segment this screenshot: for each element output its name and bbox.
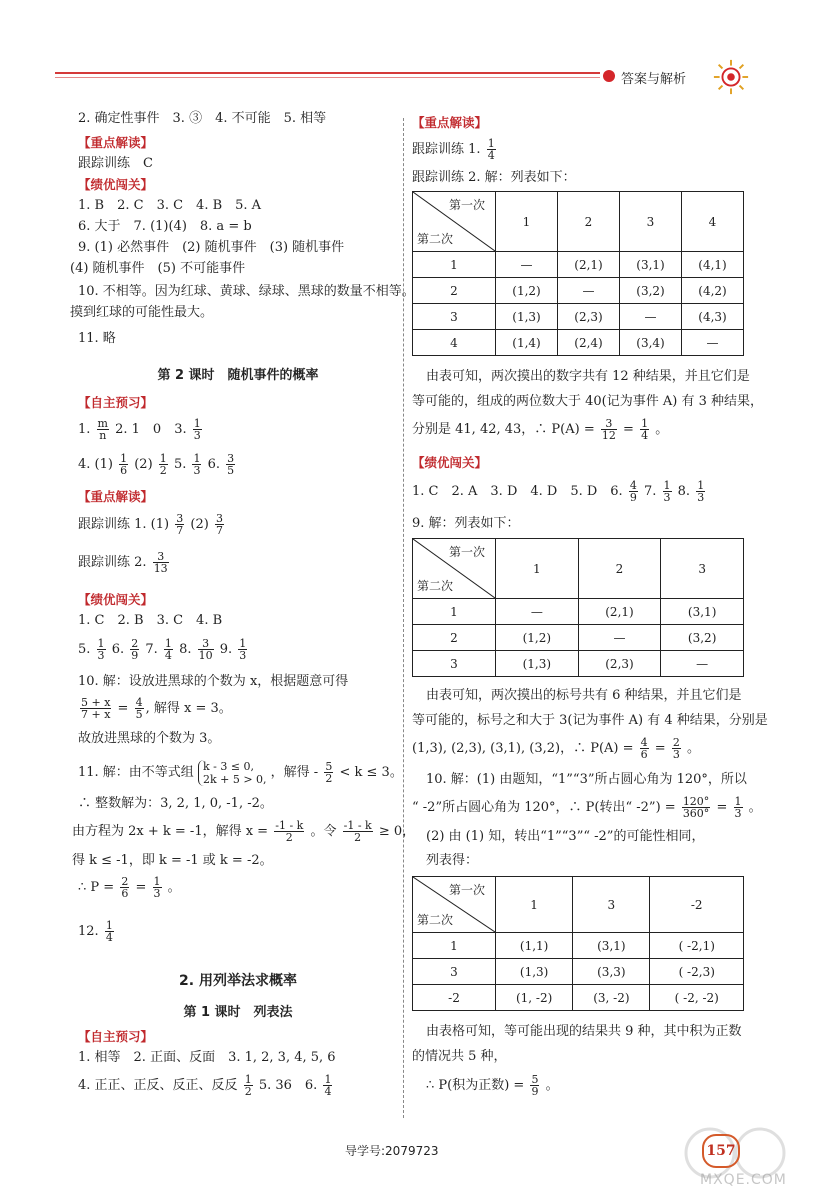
answer-line: 5. $\frac{1}{3}$ 6. $\frac{2}{9}$ 7. $\frac{1}{4}$ 8. $\frac{3}{10}$ 9. $\frac{1}{3}$ xyxy=(78,637,247,662)
fraction: $\frac{1}{6}$ xyxy=(120,452,128,477)
page-number: 157 xyxy=(702,1134,740,1168)
sun-logo-icon xyxy=(712,58,750,96)
table-row: 1 (1,1) (3,1) ( -2,1) xyxy=(413,933,744,959)
answer-line: 由表格可知，等可能出现的结果共 9 种，其中积为正数 xyxy=(426,1024,742,1039)
table-row: 4 (1,4) (2,4) (3,4) — xyxy=(413,330,744,356)
fraction: $\frac{5 + x}{7 + x}$ xyxy=(81,696,111,721)
column-header: 2 xyxy=(558,192,620,252)
fraction: $\frac{120^\circ}{360^\circ}$ xyxy=(682,795,710,820)
section-heading: 【绩优闯关】 xyxy=(78,177,154,192)
fraction: $\frac{5}{9}$ xyxy=(531,1073,539,1098)
column-header: 3 xyxy=(573,877,650,933)
fraction: $\frac{3}{5}$ xyxy=(227,452,235,477)
fraction: $\frac{1}{3}$ xyxy=(734,795,742,820)
watermark-text: MXQE.COM xyxy=(700,1172,787,1188)
table-row: 3 (1,3) (2,3) — xyxy=(413,651,744,677)
section-title: 2. 用列举法求概率 xyxy=(179,973,297,989)
answer-line: 的情况共 5 种， xyxy=(412,1049,507,1064)
lesson-title: 第 2 课时 随机事件的概率 xyxy=(157,368,319,383)
fraction: $\frac{1}{4}$ xyxy=(164,637,172,662)
answer-line: 1. C 2. B 3. C 4. B xyxy=(78,613,223,628)
section-heading: 【绩优闯关】 xyxy=(78,592,154,607)
fraction: $\frac{4}{5}$ xyxy=(135,696,143,721)
answer-line: 由表可知，两次摸出的标号共有 6 种结果，并且它们是 xyxy=(426,688,742,703)
fraction: $\frac{1}{4}$ xyxy=(641,417,649,442)
answer-line: 9. 解：列表如下： xyxy=(412,516,520,531)
answer-line: 4. 正正、正反、反正、反反 $\frac{1}{2}$ 5. 36 6. $\frac{1}{4}$ xyxy=(78,1073,332,1098)
section-heading: 【自主预习】 xyxy=(78,1029,154,1044)
header-line-thin xyxy=(55,77,600,78)
fraction: $\frac{4}{9}$ xyxy=(629,479,637,504)
fraction: $\frac{1}{4}$ xyxy=(324,1073,332,1098)
fraction: $\frac{3}{7}$ xyxy=(176,512,184,537)
fraction: $\frac{1}{2}$ xyxy=(159,452,167,477)
answer-line: 跟踪训练 2. $\frac{3}{13}$ xyxy=(78,550,168,575)
table-corner: 第一次 第二次 xyxy=(413,877,496,933)
column-header: -2 xyxy=(650,877,744,933)
section-heading: 【重点解读】 xyxy=(78,489,154,504)
answer-line: 跟踪训练 2. 解：列表如下： xyxy=(412,170,576,185)
fraction: $\frac{3}{13}$ xyxy=(153,550,168,575)
answer-line: 跟踪训练 C xyxy=(78,156,153,171)
column-header: 4 xyxy=(682,192,744,252)
answer-line: 等可能的，标号之和大于 3(记为事件 A) 有 4 种结果，分别是 xyxy=(412,713,768,728)
answer-line: 12. $\frac{1}{4}$ xyxy=(78,919,113,944)
answer-line: 等可能的，组成的两位数大于 40(记为事件 A) 有 3 种结果， xyxy=(412,394,764,409)
section-heading: 【自主预习】 xyxy=(78,395,154,410)
answer-line: 10. 解：设放进黑球的个数为 x，根据题意可得 xyxy=(78,674,349,689)
fraction: $\frac{m}{n}$ xyxy=(97,417,108,442)
answer-line: ∴ P = $\frac{2}{6}$ = $\frac{1}{3}$ 。 xyxy=(78,875,181,900)
fraction: $\frac{1}{4}$ xyxy=(105,919,113,944)
fraction: $\frac{1}{3}$ xyxy=(97,637,105,662)
section-heading: 【绩优闯关】 xyxy=(412,455,488,470)
answer-line: 4. (1) $\frac{1}{6}$ (2) $\frac{1}{2}$ 5. $\frac{1}{3}$ 6. $\frac{3}{5}$ xyxy=(78,452,235,477)
answer-line: 1. 相等 2. 正面、反面 3. 1, 2, 3, 4, 5, 6 xyxy=(78,1050,336,1065)
answer-line: ∴ P(积为正数) = $\frac{5}{9}$ 。 xyxy=(426,1073,559,1098)
table-row: 3 (1,3) (2,3) — (4,3) xyxy=(413,304,744,330)
table-row: 2 (1,2) — (3,2) xyxy=(413,625,744,651)
table-corner: 第一次 第二次 xyxy=(413,192,496,252)
table-row: 3 (1,3) (3,3) ( -2,3) xyxy=(413,959,744,985)
fraction: $\frac{1}{3}$ xyxy=(193,452,201,477)
fraction: $\frac{2}{9}$ xyxy=(131,637,139,662)
answer-line: 1. C 2. A 3. D 4. D 5. D 6. $\frac{4}{9}$ 7. $\frac{1}{3}$ 8. $\frac{1}{3}$ xyxy=(412,479,705,504)
column-header: 2 xyxy=(578,539,661,599)
fraction: $\frac{3}{12}$ xyxy=(601,417,616,442)
answer-line: “ -2”所占圆心角为 120°，∴ P(转出“ -2”) = $\frac{120^\circ}{360^\circ}$ = $\frac{1}{3}$ 。 xyxy=(412,795,762,820)
answer-line: (4) 随机事件 (5) 不可能事件 xyxy=(70,261,246,276)
answer-line: 1. $\frac{m}{n}$ 2. 1 0 3. $\frac{1}{3}$ xyxy=(78,417,201,442)
header-line xyxy=(55,72,600,74)
header-dot-icon xyxy=(603,70,615,82)
table-row: 1 — (2,1) (3,1) xyxy=(413,599,744,625)
answer-line: 由方程为 2x + k = -1，解得 x = $\frac{-1 - k}{2}$ 。令 $\frac{-1 - k}{2}$ ≥ 0， xyxy=(72,819,416,844)
section-heading: 【重点解读】 xyxy=(412,115,488,130)
fraction: $\frac{3}{7}$ xyxy=(215,512,223,537)
fraction: $\frac{4}{6}$ xyxy=(640,736,648,761)
fraction: $\frac{1}{3}$ xyxy=(697,479,705,504)
answer-line: 2. 确定性事件 3. ③ 4. 不可能 5. 相等 xyxy=(78,111,327,126)
lesson-title: 第 1 课时 列表法 xyxy=(183,1005,293,1020)
fraction: $\frac{2}{6}$ xyxy=(121,875,129,900)
answer-line: 6. 大于 7. (1)(4) 8. a = b xyxy=(78,219,252,234)
answer-line: (1,3), (2,3), (3,1), (3,2)，∴ P(A) = $\frac{4}{6}$ = $\frac{2}{3}$ 。 xyxy=(412,736,700,761)
column-header: 1 xyxy=(496,192,558,252)
fraction: $\frac{2}{3}$ xyxy=(672,736,680,761)
fraction: $\frac{3}{10}$ xyxy=(198,637,213,662)
answer-line: 11. 略 xyxy=(78,331,116,346)
fraction: $\frac{1}{3}$ xyxy=(663,479,671,504)
answer-line: 跟踪训练 1. (1) $\frac{3}{7}$ (2) $\frac{3}{7}$ xyxy=(78,512,223,537)
answer-line: 11. 解：由不等式组 k - 3 ≤ 0, 2k + 5 > 0, ，解得 - $\frac{5}{2}$ < k ≤ 3。 xyxy=(78,759,403,786)
table-row: 1 — (2,1) (3,1) (4,1) xyxy=(413,252,744,278)
answer-line: 分别是 41, 42, 43，∴ P(A) = $\frac{3}{12}$ = $\frac{1}{4}$ 。 xyxy=(412,417,669,442)
column-divider xyxy=(403,118,404,1118)
fraction: $\frac{1}{2}$ xyxy=(244,1073,252,1098)
answer-line: (2) 由 (1) 知，转出“1”“3”“ -2”的可能性相同， xyxy=(426,829,705,844)
answer-line: $\frac{5 + x}{7 + x}$ = $\frac{4}{5}$ , 解得 x = 3。 xyxy=(81,696,232,721)
fraction: $\frac{-1 - k}{2}$ xyxy=(275,819,304,844)
fraction: $\frac{1}{4}$ xyxy=(487,137,495,162)
result-table-1 xyxy=(412,191,744,356)
answer-line: 跟踪训练 1. $\frac{1}{4}$ xyxy=(412,137,495,162)
table-corner: 第一次 第二次 xyxy=(413,539,496,599)
column-header: 1 xyxy=(496,539,579,599)
answer-line: 得 k ≤ -1，即 k = -1 或 k = -2。 xyxy=(72,853,273,868)
inequality-system: k - 3 ≤ 0, 2k + 5 > 0, xyxy=(198,760,267,786)
answer-line: ∴ 整数解为：3, 2, 1, 0, -1, -2。 xyxy=(78,796,273,811)
guide-code: 导学号:2079723 xyxy=(345,1144,439,1158)
right-column xyxy=(412,112,768,1105)
fraction: $\frac{1}{3}$ xyxy=(193,417,201,442)
answer-line: 摸到红球的可能性最大。 xyxy=(70,305,214,320)
result-table-3 xyxy=(412,876,744,1011)
answer-line: 10. 不相等。因为红球、黄球、绿球、黑球的数量不相等。 xyxy=(78,284,415,299)
column-header: 1 xyxy=(496,877,573,933)
answer-line: 故放进黑球的个数为 3。 xyxy=(78,731,221,746)
header-title: 答案与解析 xyxy=(621,72,687,87)
section-heading: 【重点解读】 xyxy=(78,135,154,150)
fraction: $\frac{1}{3}$ xyxy=(153,875,161,900)
left-column xyxy=(70,108,416,1104)
table-row: -2 (1, -2) (3, -2) ( -2, -2) xyxy=(413,985,744,1011)
result-table-2 xyxy=(412,538,744,677)
fraction: $\frac{1}{3}$ xyxy=(239,637,247,662)
answer-line: 10. 解：(1) 由题知，“1”“3”所占圆心角为 120°，所以 xyxy=(426,772,747,787)
column-header: 3 xyxy=(620,192,682,252)
answer-line: 由表可知，两次摸出的数字共有 12 种结果，并且它们是 xyxy=(426,369,750,384)
table-row: 2 (1,2) — (3,2) (4,2) xyxy=(413,278,744,304)
answer-line: 列表得： xyxy=(426,853,479,868)
column-header: 3 xyxy=(661,539,744,599)
fraction: $\frac{-1 - k}{2}$ xyxy=(343,819,372,844)
fraction: $\frac{5}{2}$ xyxy=(325,760,333,785)
answer-line: 1. B 2. C 3. C 4. B 5. A xyxy=(78,198,262,213)
answer-line: 9. (1) 必然事件 (2) 随机事件 (3) 随机事件 xyxy=(78,240,345,255)
